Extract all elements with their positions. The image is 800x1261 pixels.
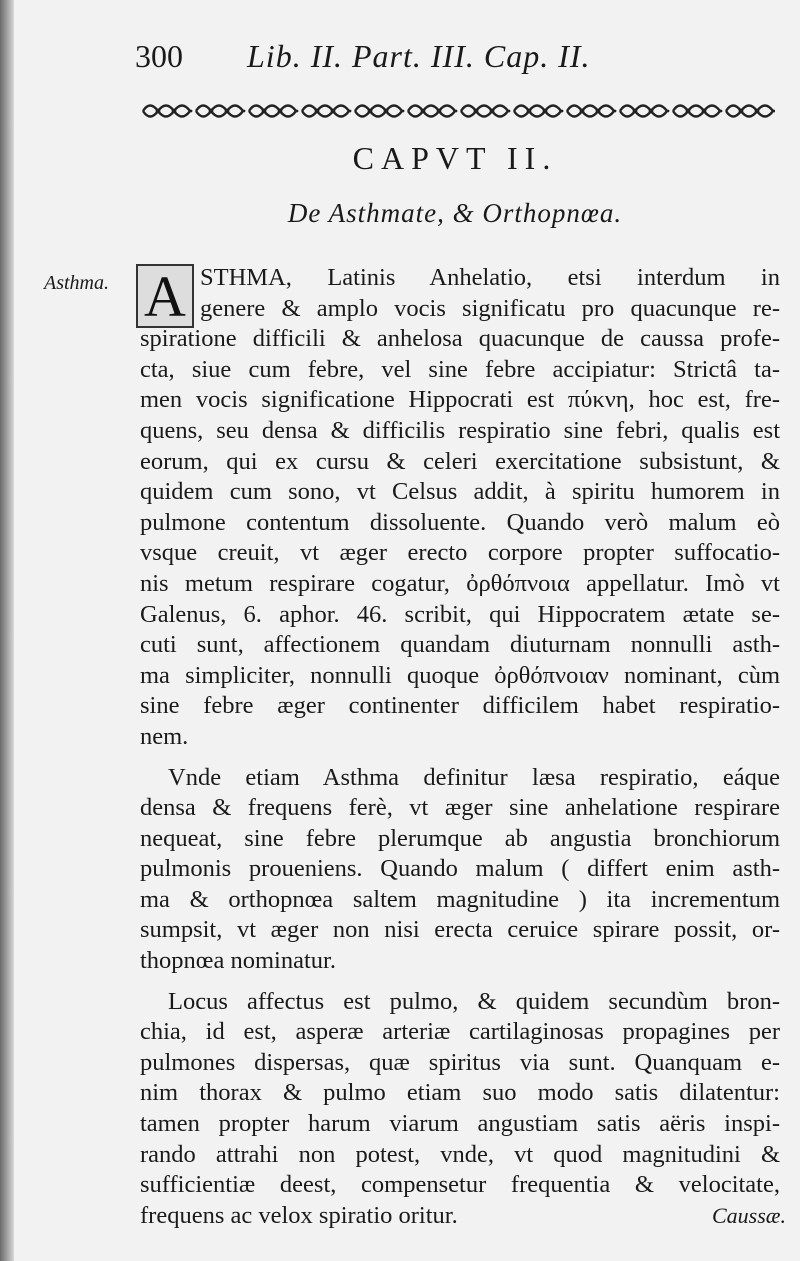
chapter-subtitle: De Asthmate, & Orthopnœa. [287, 198, 623, 228]
text-line: STHMA, Latinis Anhelatio, etsi interdum in [200, 264, 780, 291]
text-line: Galenus, 6. aphor. 46. scribit, qui Hippocratem ætate se- [140, 600, 780, 628]
page-number: 300 [135, 38, 183, 74]
text-line: nim thorax & pulmo etiam suo modo satis dilatentur: [140, 1079, 780, 1107]
text-line: cta, siue cum febre, vel sine febre accipiatur: Strictâ ta- [140, 355, 780, 383]
binding-shadow [0, 0, 14, 1261]
text-line: sumpsit, vt æger non nisi erecta ceruice spirare possit, or- [140, 916, 780, 944]
text-line: nequeat, sine febre plerumque ab angustia bronchiorum [140, 824, 780, 852]
text-line: nis metum respirare cogatur, ὀρθόπνοια appellatur. Imò vt [140, 569, 780, 597]
text-line: densa & frequens ferè, vt æger sine anhelatione respirare [140, 794, 780, 822]
text-line: nem. [140, 722, 189, 750]
text-line: quidem cum sono, vt Celsus addit, à spiritu humorem in [140, 478, 780, 506]
text-line: rando attrahi non potest, vnde, vt quod magnitudini & [140, 1140, 780, 1168]
text-line: spiratione difficili & anhelosa quacunque de caussa profe- [140, 325, 780, 353]
text-line: pulmones dispersas, quæ spiritus via sunt. Quanquam e- [140, 1048, 780, 1076]
text-line: vsque creuit, vt æger erecto corpore propter suffocatio- [140, 539, 780, 567]
text-line: genere & amplo vocis significatu pro quacunque re- [200, 294, 780, 322]
text-line: sufficientiæ deest, compensetur frequentia & velocitate, [140, 1171, 780, 1199]
drop-cap-initial: A [136, 264, 194, 328]
text-line: men vocis significatione Hippocrati est πύκνη, hoc est, fre- [140, 386, 780, 414]
chapter-heading: CAPVT II. [352, 140, 558, 176]
text-line: ma & orthopnœa saltem magnitudine ) ita incrementum [140, 885, 780, 913]
text-line: cuti sunt, affectionem quandam diuturnam nonnulli asth- [140, 631, 780, 659]
text-line: eorum, qui ex cursu & celeri exercitatione subsistunt, & [140, 447, 780, 475]
catchword: Caussæ. [712, 1203, 786, 1228]
text-line: Vnde etiam Asthma definitur læsa respiratio, eáque [168, 763, 780, 791]
page-header [135, 38, 775, 82]
text-line: Locus affectus est pulmo, & quidem secundùm bron- [168, 987, 780, 1015]
text-line: pulmone contentum dissoluente. Quando verò malum eò [140, 508, 780, 536]
text-line: tamen propter harum viarum angustiam satis aëris inspi- [140, 1110, 780, 1138]
text-line: sine febre æger continenter difficilem habet respiratio- [140, 692, 780, 720]
text-line: chia, id est, asperæ arteriæ cartilaginosas propagines per [140, 1018, 780, 1046]
text-line: quens, seu densa & difficilis respiratio sine febri, qualis est [140, 416, 780, 444]
text-line: pulmonis proueniens. Quando malum ( differt enim asth- [140, 855, 780, 883]
text-line: thopnœa nominatur. [140, 947, 336, 975]
ornament-band [140, 98, 775, 124]
margin-note: Asthma. [44, 272, 109, 294]
text-line: frequens ac velox spiratio oritur. [140, 1201, 458, 1229]
running-title: Lib. II. Part. III. Cap. II. [247, 38, 591, 74]
text-line: ma simpliciter, nonnulli quoque ὀρθόπνοιαν nominant, cùm [140, 661, 780, 689]
body-text [140, 263, 780, 1231]
